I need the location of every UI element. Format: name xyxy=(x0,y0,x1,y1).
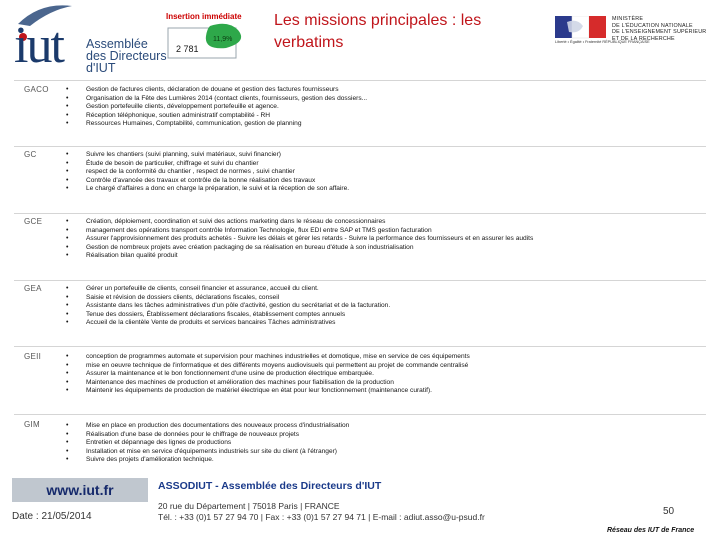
list-item: • Assurer la maintenance et le bon fonctionnement d'une usine de production électrique embarquée. xyxy=(66,370,470,379)
list-item: • Entretien et dépannage des lignes de productions xyxy=(66,439,349,448)
list-item: • Suivre des projets d'amélioration technique. xyxy=(66,456,349,465)
republique-label: Liberté • Égalité • Fraternité RÉPUBLIQUE FRANÇAISE xyxy=(555,40,650,44)
list-item: • Accueil de la clientèle Vente de produits et services bancaires Tâches administratives xyxy=(66,319,390,328)
list-item: • Installation et mise en service d'équipements industriels sur site du client (à l'étranger) xyxy=(66,448,349,457)
assembly-line: d'IUT xyxy=(86,61,116,75)
section-divider xyxy=(14,414,706,415)
list-item: • Maintenir les équipements de production de matériel électrique en état pour leur fonctionnement (maintenance curatif). xyxy=(66,387,470,396)
list-item: • Ressources Humaines, Comptabilité, communication, gestion de planning xyxy=(66,120,367,129)
badge-value-2: 11,9% xyxy=(213,36,233,43)
list-item: • Création, déploiement, coordination et suivi des actions marketing dans le réseau de concessionnaires xyxy=(66,218,533,227)
contact-line: Tél. : +33 (0)1 57 27 94 70 | Fax : +33 (0)1 57 27 94 71 | E-mail : adiut.asso@u-psud.fr xyxy=(158,512,485,522)
network-tagline: Réseau des IUT de France xyxy=(607,527,695,534)
section-label-gaco: GACO xyxy=(24,85,49,94)
section-divider xyxy=(14,80,706,81)
list-item: • Maintenance des machines de production et amélioration des machines pour fiabilisation de la production xyxy=(66,379,470,388)
page-number: 50 xyxy=(663,506,675,517)
slide-date: Date : 21/05/2014 xyxy=(12,511,92,522)
ministry-label xyxy=(612,16,706,42)
list-item: • Gestion de nombreux projets avec création packaging de sa réalisation en bureau d'étude à son industrialisation xyxy=(66,244,533,253)
section-label-gc: GC xyxy=(24,150,37,159)
list-item: • respect de la conformité du chantier , respect de normes , suivi chantier xyxy=(66,168,349,177)
section-label-gim: GIM xyxy=(24,420,41,429)
section-label-geii: GEII xyxy=(24,352,42,361)
address-line: 20 rue du Département | 75018 Paris | FRANCE xyxy=(158,501,340,511)
marianne-logo xyxy=(555,16,607,42)
section-divider xyxy=(14,213,706,214)
title-line: verbatims xyxy=(274,34,344,51)
section-list-geii xyxy=(66,353,470,396)
list-item: • management des opérations transport contrôle Information Technologie, flux EDI entre SAP et TMS gestion facturation xyxy=(66,227,533,236)
list-item: • conception de programmes automate et supervision pour machines industrielles et domotique, mise en service de ces équipements xyxy=(66,353,470,362)
list-item: • Gérer un portefeuille de clients, conseil financier et assurance, accueil du client. xyxy=(66,285,390,294)
assembly-line: Assemblée xyxy=(86,37,148,51)
list-item: • Réalisation d'une base de données pour le chiffrage de nouveaux projets xyxy=(66,431,349,440)
section-label-gce: GCE xyxy=(24,217,43,226)
section-list-gaco xyxy=(66,86,367,129)
insertion-badge-label: Insertion immédiate xyxy=(166,12,242,21)
section-label-gea: GEA xyxy=(24,284,42,293)
list-item: • Assistante dans les tâches administratives d'un pôle d'activité, gestion du secrétariat et de la facturation. xyxy=(66,302,390,311)
list-item: • mise en oeuvre technique de l'informatique et des différents moyens audiovisuels qui permettent au projet de commande centralisé xyxy=(66,362,470,371)
assembly-line: des Directeurs xyxy=(86,49,167,63)
ministry-line: MINISTÈRE xyxy=(612,16,644,22)
section-list-gce xyxy=(66,218,533,261)
association-name: ASSODIUT - Assemblée des Directeurs d'IUT xyxy=(158,480,382,492)
slide-title xyxy=(274,10,534,54)
list-item: • Gestion de factures clients, déclaration de douane et gestion des factures fournisseurs xyxy=(66,86,367,95)
list-item: • Réception téléphonique, soutien administratif comptabilité - RH xyxy=(66,112,367,121)
list-item: • Tenue des dossiers, Établissement déclarations fiscales, établissement comptes annuels xyxy=(66,311,390,320)
title-line: Les missions principales : les xyxy=(274,12,482,29)
assembly-label xyxy=(86,38,167,74)
badge-value-1: 2 781 xyxy=(176,44,199,54)
section-list-gea xyxy=(66,285,390,328)
list-item: • Le chargé d'affaires a donc en charge la préparation, le suivi et la réception de son affaire. xyxy=(66,185,349,194)
list-item: • Réalisation bilan qualité produit xyxy=(66,252,533,261)
list-item: • Suivre les chantiers (suivi planning, suivi matériaux, suivi financier) xyxy=(66,151,349,160)
list-item: • Saisie et révision de dossiers clients, déclarations fiscales, conseil xyxy=(66,294,390,303)
list-item: • Organisation de la Fête des Lumières 2014 (contact clients, fournisseurs, gestion des dossiers... xyxy=(66,95,367,104)
section-list-gim xyxy=(66,422,349,465)
section-divider xyxy=(14,346,706,347)
list-item: • Étude de besoin de particulier, chiffrage et suivi du chantier xyxy=(66,160,349,169)
list-item: • Mise en place en production des documentations des nouveaux process d'industrialisation xyxy=(66,422,349,431)
section-list-gc xyxy=(66,151,349,194)
list-item: • Contrôle d'avancée des travaux et contrôle de la bonne réalisation des travaux xyxy=(66,177,349,186)
list-item: • Gestion portefeuille clients, développement portefeuille et agence. xyxy=(66,103,367,112)
section-divider xyxy=(14,280,706,281)
insertion-badge xyxy=(166,22,254,60)
ministry-line: DE L'ÉDUCATION NATIONALE xyxy=(612,22,693,29)
iut-wordmark: iut xyxy=(14,17,63,74)
ministry-line: ET DE LA RECHERCHE xyxy=(612,35,675,42)
section-divider xyxy=(14,146,706,147)
list-item: • Assurer l'approvisionnement des produits achetés - Suivre les délais et gérer les retards - Suivre la performance des fournisseurs et en assurer les audits xyxy=(66,235,533,244)
website-link[interactable]: www.iut.fr xyxy=(46,482,114,498)
ministry-line: DE L'ENSEIGNEMENT SUPÉRIEUR xyxy=(612,29,707,35)
